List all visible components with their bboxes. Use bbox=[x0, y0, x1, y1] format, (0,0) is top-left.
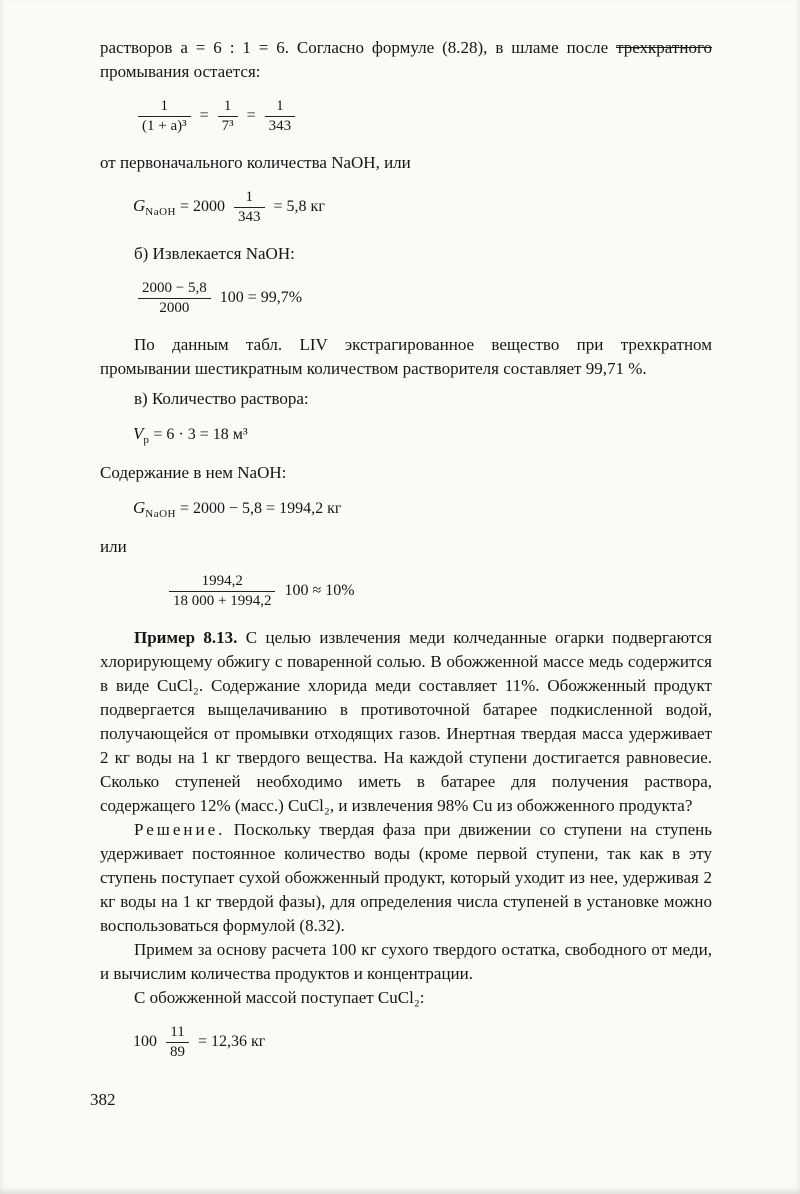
expression-part: 100 ≈ 10% bbox=[284, 582, 355, 600]
text-run: промывания остается: bbox=[100, 62, 261, 81]
fraction bbox=[169, 572, 275, 611]
fraction bbox=[138, 97, 191, 136]
formula-volume bbox=[133, 424, 712, 446]
expression-part: = 12,36 кг bbox=[198, 1033, 266, 1051]
fraction-numerator: 2000 − 5,8 bbox=[142, 280, 207, 296]
struck-word: трехкратного bbox=[616, 38, 712, 57]
text-run: растворов a = 6 : 1 = 6. Согласно формуле (8.28), в шламе после bbox=[100, 38, 617, 57]
paragraph-ili: или bbox=[100, 537, 127, 556]
paragraph-item-v: в) Количество раствора: bbox=[134, 389, 309, 408]
fraction bbox=[265, 97, 296, 136]
fraction-denominator: 18 000 + 1994,2 bbox=[169, 591, 275, 611]
paragraph-item-b: б) Извлекается NaOH: bbox=[134, 244, 295, 263]
paragraph-table-liv: По данным табл. LIV экстрагированное вещество при трехкратном промывании шестикратным количеством растворителя составляет 99,71 %. bbox=[100, 335, 712, 378]
paragraph-cucl2-input: С обожженной массой поступает CuCl₂: bbox=[134, 988, 425, 1007]
fraction-numerator: 1 bbox=[245, 189, 254, 205]
formula-extraction-percent bbox=[133, 279, 712, 318]
page-number: 382 bbox=[90, 1090, 116, 1109]
paragraph-intro bbox=[100, 36, 712, 84]
fraction bbox=[138, 279, 211, 318]
subscript-naoh: NaOH bbox=[145, 508, 176, 520]
fraction-numerator: 1994,2 bbox=[201, 573, 243, 589]
fraction-denominator: 7³ bbox=[218, 116, 238, 136]
text-run: Поскольку твердая фаза при движении со ступени на ступень удерживает постоянное количество воды (кроме первой ступени, так как в эту ступень поступает сухой обожженный продукт, который уходит из нее, удерживая 2 кг воды на 1 кг твердой фазы), для определения числа ступеней в установке можно воспользоваться формулой (8.32). bbox=[100, 820, 712, 935]
subscript-naoh: NaOH bbox=[145, 206, 176, 219]
paragraph-content-naoh: Содержание в нем NaOH: bbox=[100, 463, 287, 482]
fraction-numerator: 1 bbox=[160, 98, 169, 114]
variable-V: V bbox=[133, 424, 144, 443]
text-run: С целью извлечения меди колчеданные огарки подвергаются хлорирующему обжигу с поваренной солью. В обожженной массе медь содержится в виде CuCl₂. Содержание хлорида меди составляет 11%. Обожженный продукт подвергается выщелачиванию в противоточной батарее подкисленной водой, получающейся от промывки отходящих газов. Инертная твердая масса удерживает 2 кг воды на 1 кг твердого вещества. На каждой ступени достигается равновесие. Сколько ступеней необходимо иметь в батарее для получения раствора, содержащего 12% (масс.) CuCl₂, и извлечения 98% Cu из обожженного продукта? bbox=[100, 628, 712, 815]
formula-gnaoh-content bbox=[133, 498, 712, 520]
equals-sign: = bbox=[246, 107, 256, 125]
expression-part: 100 = 99,7% bbox=[219, 289, 303, 307]
expression-part: = 5,8 кг bbox=[273, 198, 325, 216]
variable-G: G bbox=[133, 196, 146, 216]
subscript-r: р bbox=[143, 434, 150, 446]
fraction-denominator: 343 bbox=[234, 207, 265, 227]
example-number-label: Пример 8.13. bbox=[134, 628, 238, 647]
solution-label: Решение. bbox=[134, 820, 226, 839]
fraction-numerator: 1 bbox=[276, 98, 284, 114]
fraction bbox=[166, 1023, 189, 1062]
fraction-denominator: 89 bbox=[166, 1042, 189, 1062]
formula-concentration-percent bbox=[164, 572, 712, 611]
fraction-numerator: 11 bbox=[170, 1024, 185, 1040]
expression-part: = 6 · 3 = 18 м³ bbox=[153, 426, 248, 443]
paragraph-naoh-initial: от первоначального количества NaOH, или bbox=[100, 153, 411, 172]
formula-residue-fractions bbox=[133, 97, 712, 136]
fraction-numerator: 1 bbox=[223, 98, 232, 114]
paragraph-solution bbox=[100, 818, 712, 938]
formula-gnaoh-washed bbox=[133, 188, 712, 227]
fraction bbox=[234, 188, 265, 227]
formula-cucl2-amount bbox=[133, 1023, 712, 1062]
paragraph-basis: Примем за основу расчета 100 кг сухого твердого остатка, свободного от меди, и вычислим количества продуктов и концентрации. bbox=[100, 940, 712, 983]
variable-G: G bbox=[133, 498, 146, 517]
fraction-denominator: (1 + a)³ bbox=[138, 116, 191, 136]
equals-sign: = bbox=[199, 107, 209, 125]
expression-part: = 2000 − 5,8 = 1994,2 кг bbox=[180, 500, 342, 517]
paragraph-example-813 bbox=[100, 626, 712, 818]
expression-part: = 2000 bbox=[180, 198, 226, 216]
fraction bbox=[218, 97, 238, 136]
fraction-denominator: 343 bbox=[265, 116, 296, 136]
expression-part: 100 bbox=[133, 1033, 157, 1051]
fraction-denominator: 2000 bbox=[138, 298, 211, 318]
